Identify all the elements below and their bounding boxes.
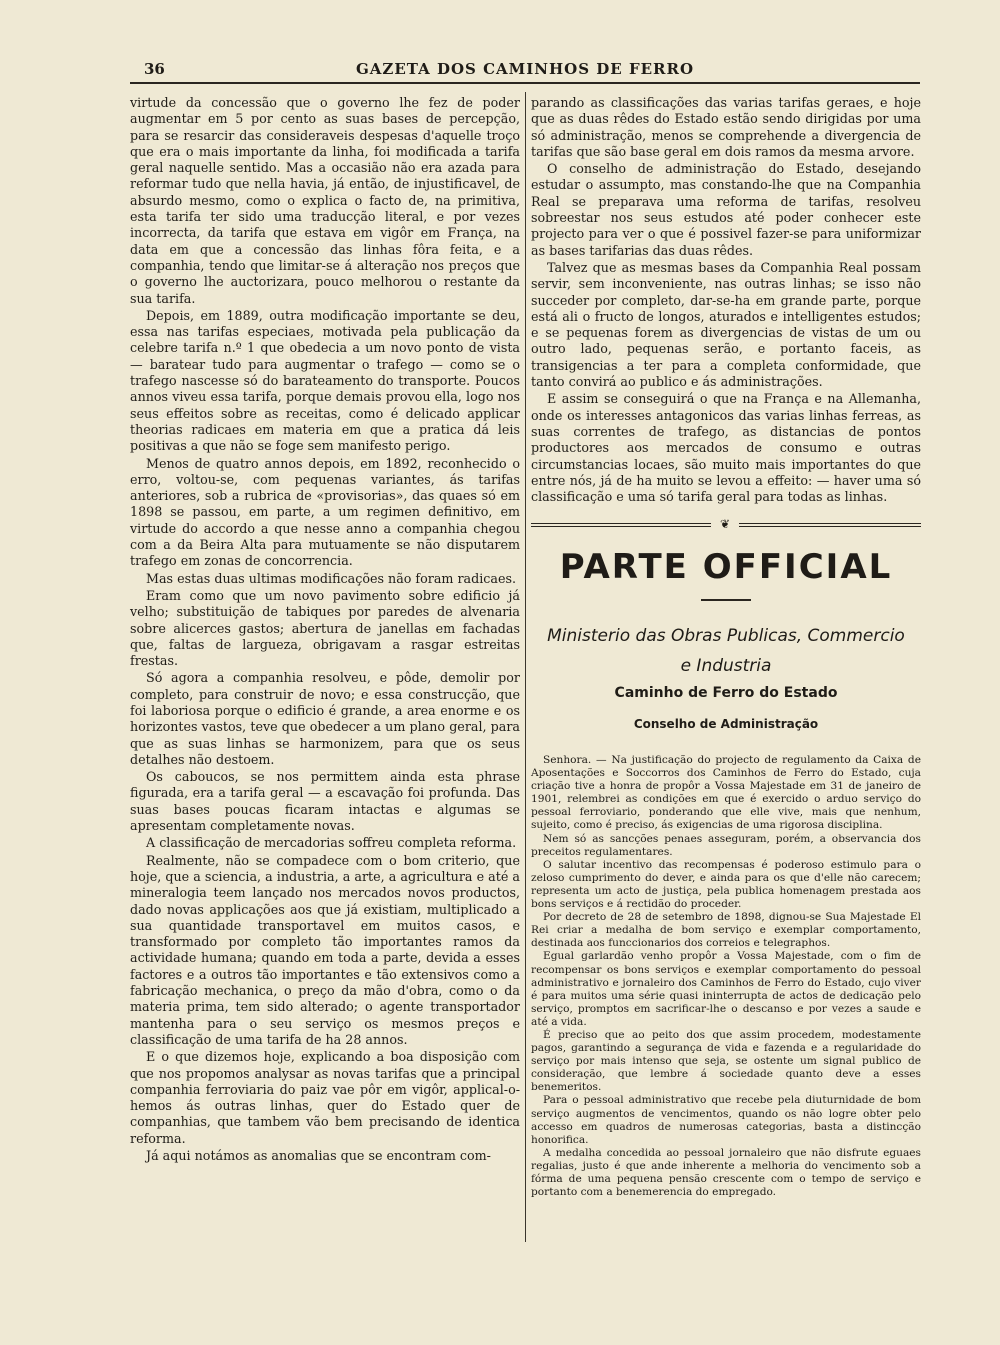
paragraph: E assim se conseguirá o que na França e na Allemanha, onde os interesses antagonicos das varias linhas ferreas, as suas correntes de trafego, as distancias de pontos productores aos mercados de consumo e outras circumstancias locaes, são muito mais importantes do que entre nós, já de ha muito se levou a effeito: — haver uma só classificação e uma só tarifa geral para todas as linhas.: [531, 391, 921, 505]
official-paragraph: A medalha concedida ao pessoal jornaleiro que não disfrute eguaes regalias, justo é que ande inherente a melhoria do vencimento sob a fórma de uma pequena pensão crescente com o tempo de serviço e portanto com a benemerencia do empregado.: [531, 1146, 921, 1199]
section-title: PARTE OFFICIAL: [559, 547, 893, 588]
official-paragraph: Senhora. — Na justificação do projecto de regulamento da Caixa de Aposentações e Soccorros dos Caminhos de Ferro do Estado, cuja criação tive a honra de propôr a Vossa Majestade em 31 de janeiro de 1901, relembrei as condições em que é exercido o arduo serviço do pessoal ferroviario, ponderando que elle vive, mais que nenhum, sujeito, como é preciso, ás exigencias de uma rigorosa disciplina.: [531, 754, 921, 832]
page-number: 36: [144, 60, 165, 78]
paragraph: A classificação de mercadorias soffreu completa reforma.: [146, 835, 517, 851]
paragraph: Menos de quatro annos depois, em 1892, reconhecido o erro, voltou-se, com pequenas variantes, ás tarifas anteriores, sob a rubrica de «provisorias», das quaes só em 1898 se passou, em parte, a um regimen definitivo, em virtude do accordo a que nesse anno a companhia chegou com a da Beira Alta para mutuamente se não disputarem trafego em zonas de concorrencia.: [130, 455, 520, 569]
right-column: [531, 95, 921, 1199]
column-divider: [525, 92, 526, 1242]
paragraph: Talvez que as mesmas bases da Companhia Real possam servir, sem inconveniente, nas outras linhas; se isso não succeder por completo, dar-se-ha em grande parte, porque está ali o fructo de longos, aturados e intelligentes estudos; e se pequenas forem as divergencias de vistas de um ou outro lado, pequenas serão, e portanto faceis, as transigencias a ter para a completa conformidade, que tanto convirá ao publico e ás administrações.: [531, 259, 921, 390]
journal-title: GAZETA DOS CAMINHOS DE FERRO: [355, 60, 695, 78]
paragraph: Realmente, não se compadece com o bom criterio, que hoje, que a sciencia, a industria, a arte, a agricultura e até a mineralogia teem lançado nos mercados novos productos, dado novas applicações aos que já existiam, multiplicado a sua quantidade transportavel em muitos casos, e transformado por completo tão importantes ramos da actividade humana; quando em toda a parte, devida a esses factores e a outros tão importantes e tão extensivos como a fabricação mechanica, o preço da mão d'obra, como o da materia prima, tem sido alterado; o agente transportador mantenha para o seu serviço os mesmos preços e classificação de uma tarifa de ha 28 annos.: [130, 852, 520, 1047]
official-paragraph: Por decreto de 28 de setembro de 1898, dignou-se Sua Majestade El Rei criar a medalha de bom serviço e exemplar comportamento, destinada aos funccionarios dos correios e telegraphos.: [531, 911, 921, 950]
paragraph: O conselho de administração do Estado, desejando estudar o assumpto, mas constando-lhe que na Companhia Real se preparava uma reforma de tarifas, resolveu sobreestar nos seus estudos até poder conhecer este projecto para ver o que é possivel fazer-se para uniformizar as bases tarifarias das duas rêdes.: [531, 161, 921, 258]
paragraph: Mas estas duas ultimas modificações não foram radicaes.: [146, 570, 516, 586]
paragraph: Só agora a companhia resolveu, e pôde, demolir por completo, para construir de novo; e essa construcção, que foi laboriosa porque o edificio é grande, a area enorme e os horizontes vastos, teve que obedecer a um plano geral, para que as suas linhas se harmonizem, para que os seus detalhes não destoem.: [130, 670, 520, 767]
paragraph: Já aqui notámos as anomalias que se encontram com-: [146, 1148, 491, 1163]
official-paragraph: Egual garlardão venho propôr a Vossa Majestade, com o fim de recompensar os bons serviços e exemplar comportamento do pessoal administrativo e jornaleiro dos Caminhos de Ferro do Estado, cujo viver é para muitos uma série quasi ininterrupta de actos de dedicação pelo serviço, promptos em sacrificar-lhe o descanso e por vezes a saude e até a vida.: [531, 950, 921, 1028]
page-header: [130, 58, 920, 84]
paragraph: Depois, em 1889, outra modificação importante se deu, essa nas tarifas especiaes, motivada pela publicação da celebre tarifa n.º 1 que obedecia a um novo ponto de vista — baratear tudo para augmentar o trafego — como se o trafego nascesse só do barateamento do transporte. Poucos annos viveu essa tarifa, porque demais provou ella, logo nos seus effeitos sobre as receitas, como é delicado applicar theorias radicaes em materia em que a pratica dá leis positivas a que não se foge sem manifesto perigo.: [130, 307, 520, 454]
left-column: [130, 95, 520, 1165]
paragraph: parando as classificações das varias tarifas geraes, e hoje que as duas rêdes do Estado estão sendo dirigidas por uma só administração, menos se comprehende a divergencia de tarifas que são base geral em dois ramos da mesma arvore.: [531, 95, 921, 159]
official-paragraph: O salutar incentivo das recompensas é poderoso estimulo para o zeloso cumprimento do dever, e ainda para os que d'elle não carecem; representa um acto de justiça, pela publica homenagem prestada aos bons serviços e á rectidão do proceder.: [531, 858, 921, 911]
official-text: [531, 754, 921, 1199]
official-paragraph: Para o pessoal administrativo que recebe pela diuturnidade de bom serviço augmentos de vencimentos, quando os não logre obter pelo accesso em quadros de numerosas categorias, basta a distincção honorifica.: [531, 1094, 921, 1146]
title-rule: [701, 599, 751, 601]
official-paragraph: Nem só as sancções penaes asseguram, porém, a observancia dos preceitos regulamentares.: [531, 832, 921, 858]
official-paragraph: É preciso que ao peito dos que assim procedem, modestamente pagos, garantindo a segurança de vida e fazenda e a regularidade do serviço por mais intenso que seja, se ostente um signal publico de consideração, que lembre á sociedade quanto deve a esses benemeritos.: [531, 1028, 921, 1094]
paragraph: Os caboucos, se nos permittem ainda esta phrase figurada, era a tarifa geral — a escavação foi profunda. Das suas bases poucas ficaram intactas e algumas se apresentam completamente novas.: [130, 769, 520, 834]
paragraph: E o que dizemos hoje, explicando a boa disposição com que nos propomos analysar as novas tarifas que a principal companhia ferroviaria do paiz vae pôr em vigôr, applical-o-hemos ás outras linhas, quer do Estado quer de companhias, que tambem vão bem precisando de identica reforma.: [130, 1049, 520, 1146]
paragraph: Eram como que um novo pavimento sobre edificio já velho; substituição de tabiques por paredes de alvenaria sobre alicerces gastos; abertura de janellas em fachadas que, faltas de largueza, obrigavam a rasgar estreitas frestas.: [130, 587, 520, 669]
ornament-icon: ❦: [711, 517, 739, 531]
council-subtitle: Conselho de Administração: [633, 716, 819, 731]
ministry-line-2: e Industria: [680, 656, 772, 677]
ministry-line-1: Ministerio das Obras Publicas, Commercio: [547, 626, 905, 647]
paragraph: virtude da concessão que o governo lhe fez de poder augmentar em 5 por cento as suas bases de percepção, para se resarcir das consideraveis despesas d'aquelle troço que era o mais importante da linha, foi modificada a tarifa geral naquelle sentido. Mas a occasião não era azada para reformar tudo que nella havia, já então, de injustificavel, de absurdo mesmo, como o explica o facto de, na primitiva, esta tarifa ter sido uma traducção literal, e por vezes incorrecta, da tarifa que estava em vigôr em França, na data em que a concessão das linhas fôra feita, e a companhia, tendo que limitar-se á alteração nos preços que o governo lhe auctorizara, pouco melhorou o restante da sua tarifa.: [130, 95, 520, 306]
section-ornament: [531, 515, 921, 533]
railway-subtitle: Caminho de Ferro do Estado: [614, 685, 838, 702]
